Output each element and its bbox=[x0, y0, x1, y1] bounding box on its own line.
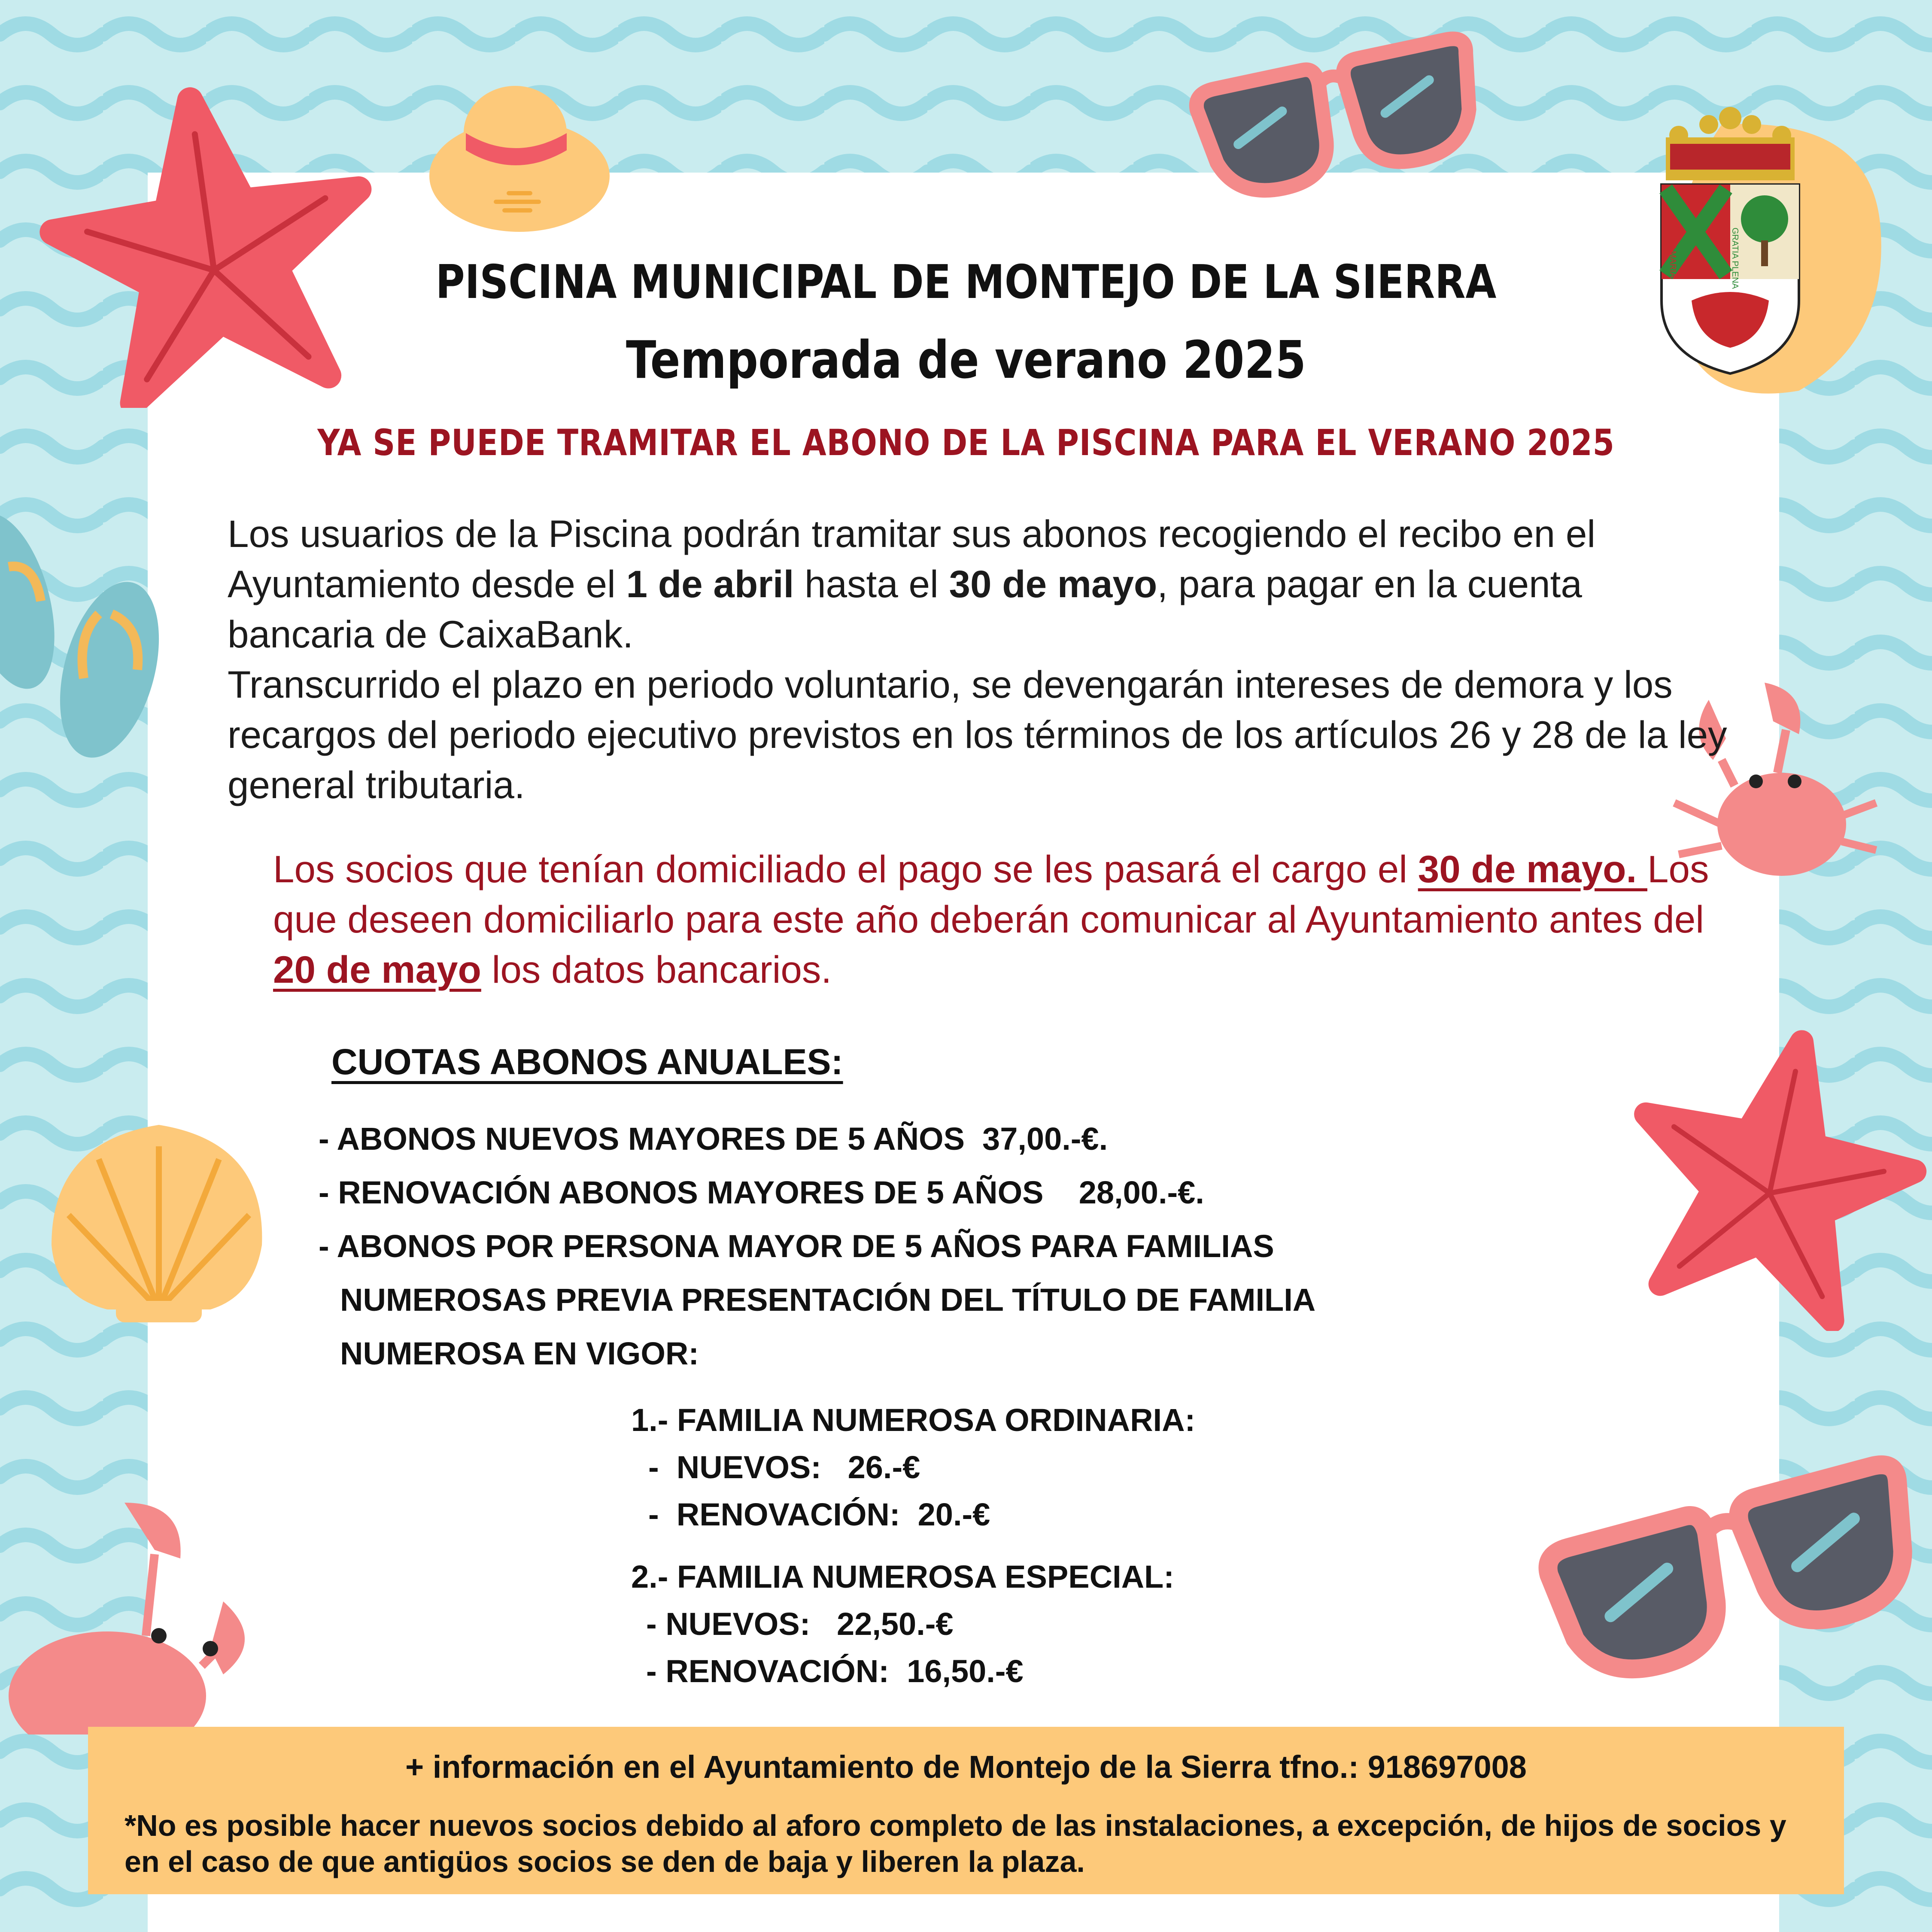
special-new-fee: - NUEVOS: 22,50.-€ bbox=[646, 1606, 954, 1642]
announcement-heading: YA SE PUEDE TRAMITAR EL ABONO DE LA PISCINA PARA EL VERANO 2025 bbox=[317, 422, 1615, 464]
late-payment-paragraph: Transcurrido el plazo en periodo voluntario, se devengarán intereses de demora y los recargos del periodo ejecutivo previstos en los términos de los artículos 26 y 28 de la ley general tributaria. bbox=[228, 663, 1727, 806]
charge-date: 30 de mayo. bbox=[1418, 848, 1647, 890]
fees-heading: CUOTAS ABONOS ANUALES: bbox=[331, 1042, 843, 1082]
end-date: 30 de mayo bbox=[949, 562, 1157, 605]
fee-new-adults: - ABONOS NUEVOS MAYORES DE 5 AÑOS 37,00.-€. bbox=[319, 1121, 1108, 1157]
direct-debit-paragraph: Los socios que tenían domiciliado el pago se les pasará el cargo el 30 de mayo. Los que deseen domiciliarlo para este año deberán comunicar al Ayuntamiento antes del 20 de mayo los datos bancarios. bbox=[273, 848, 1709, 991]
seashell-icon bbox=[43, 1108, 275, 1331]
ordinary-new-fee: - NUEVOS: 26.-€ bbox=[648, 1449, 920, 1485]
sun-hat-icon bbox=[425, 82, 614, 236]
fee-large-family-line2: NUMEROSAS PREVIA PRESENTACIÓN DEL TÍTULO DE FAMILIA bbox=[340, 1282, 1316, 1318]
special-renewal-fee: - RENOVACIÓN: 16,50.-€ bbox=[646, 1653, 1024, 1689]
special-family-heading: 2.- FAMILIA NUMEROSA ESPECIAL: bbox=[631, 1559, 1174, 1595]
sunglasses-icon bbox=[1528, 1451, 1928, 1692]
crest-right-motto: GRATIA PLENA bbox=[1730, 228, 1740, 289]
crest-left-motto: AVE MARIA bbox=[1668, 232, 1677, 278]
fee-large-family-line3: NUMEROSA EN VIGOR: bbox=[340, 1336, 699, 1371]
flip-flops-icon bbox=[0, 515, 180, 764]
instructions-paragraph: Los usuarios de la Piscina podrán tramitar sus abonos recogiendo el recibo en el Ayuntamiento desde el 1 de abril hasta el 30 de mayo, para pagar en la cuenta bancaria de CaixaBank. bbox=[228, 512, 1596, 656]
fee-large-family-line1: - ABONOS POR PERSONA MAYOR DE 5 AÑOS PARA FAMILIAS bbox=[319, 1228, 1274, 1264]
crab-icon bbox=[0, 1494, 258, 1735]
page-title: PISCINA MUNICIPAL DE MONTEJO DE LA SIERRA bbox=[435, 255, 1497, 309]
capacity-note: *No es posible hacer nuevos socios debido al aforo completo de las instalaciones, a excepción, de hijos de socios y en el caso de que antigüos socios se den de baja y liberen la plaza. bbox=[125, 1809, 1786, 1878]
ordinary-family-heading: 1.- FAMILIA NUMEROSA ORDINARIA: bbox=[631, 1402, 1196, 1438]
deadline-date: 20 de mayo bbox=[273, 948, 481, 991]
fee-renewal-adults: - RENOVACIÓN ABONOS MAYORES DE 5 AÑOS 28,00.-€. bbox=[319, 1175, 1204, 1210]
starfish-icon bbox=[1619, 1022, 1928, 1331]
ordinary-renewal-fee: - RENOVACIÓN: 20.-€ bbox=[648, 1497, 990, 1532]
contact-info: + información en el Ayuntamiento de Montejo de la Sierra tfno.: 918697008 bbox=[405, 1749, 1527, 1785]
sunglasses-icon bbox=[1185, 30, 1485, 210]
season-subtitle: Temporada de verano 2025 bbox=[626, 331, 1306, 390]
start-date: 1 de abril bbox=[626, 562, 794, 605]
